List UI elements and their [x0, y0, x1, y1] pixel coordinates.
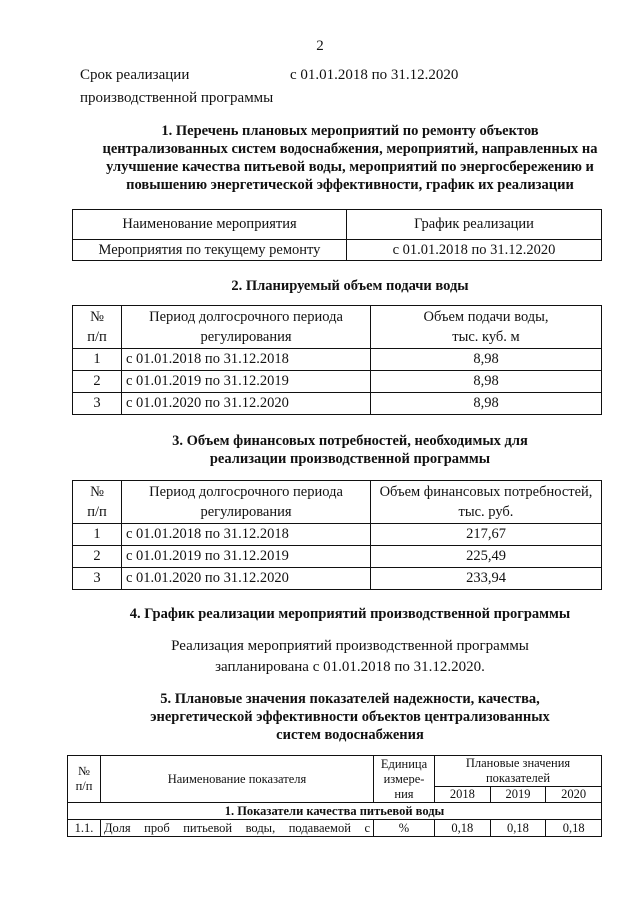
header-volume-line1: Объем подачи воды, — [423, 309, 549, 325]
section4-text-line2: запланирована с 01.01.2018 по 31.12.2020. — [215, 659, 485, 675]
subsection-row — [68, 803, 602, 820]
header-year-2018: 2018 — [435, 787, 491, 803]
indicators-table — [67, 755, 602, 837]
header-schedule: График реализации — [347, 210, 602, 240]
row-value-2019: 0,18 — [490, 820, 546, 837]
table-row — [68, 820, 602, 837]
header-unit-line1: Единица — [380, 756, 428, 771]
section3-title-line1: 3. Объем финансовых потребностей, необходимых для — [172, 433, 528, 449]
table-row — [73, 393, 602, 415]
row-value-2018: 0,18 — [435, 820, 491, 837]
header-indicator-name: Наименование показателя — [101, 756, 374, 803]
header-period-line1: Период долгосрочного периода — [149, 484, 343, 500]
table-header-row — [73, 481, 602, 524]
schedule-cell: с 01.01.2018 по 31.12.2020 — [347, 240, 602, 261]
section1-title-line1: 1. Перечень плановых мероприятий по ремонту объектов — [161, 123, 539, 139]
header-volume — [371, 306, 602, 349]
row-num: 1.1. — [68, 820, 101, 837]
header-financial-line2: тыс. руб. — [458, 504, 514, 520]
row-period: с 01.01.2019 по 31.12.2019 — [122, 371, 371, 393]
header-planned-line1: Плановые значения — [465, 756, 571, 770]
section5-title-line1: 5. Плановые значения показателей надежности, качества, — [160, 691, 540, 707]
row-volume: 8,98 — [371, 371, 602, 393]
term-value: с 01.01.2018 по 31.12.2020 — [290, 67, 459, 83]
table-row — [73, 524, 602, 546]
term-label-line2: производственной программы — [80, 90, 274, 106]
header-period — [122, 306, 371, 349]
header-unit-line2: измере- — [383, 771, 425, 786]
row-period: с 01.01.2020 по 31.12.2020 — [122, 393, 371, 415]
section5-title-line2: энергетической эффективности объектов централизованных — [150, 709, 550, 725]
header-unit — [374, 756, 435, 803]
subsection-title: 1. Показатели качества питьевой воды — [68, 803, 602, 820]
section1-title-line4: повышению энергетической эффективности, график их реализации — [126, 177, 574, 193]
row-unit: % — [374, 820, 435, 837]
header-measure-name: Наименование мероприятия — [73, 210, 347, 240]
term-label-line1: Срок реализации — [80, 67, 190, 83]
water-supply-table — [72, 305, 602, 415]
table-row — [73, 546, 602, 568]
table-header-row — [73, 210, 602, 240]
row-volume: 8,98 — [371, 393, 602, 415]
row-financial: 225,49 — [371, 546, 602, 568]
section4-text — [60, 636, 640, 678]
row-num: 3 — [73, 568, 122, 590]
section1-title — [60, 122, 640, 194]
header-num — [73, 481, 122, 524]
section3-title-line2: реализации производственной программы — [209, 451, 491, 467]
header-period-line2: регулирования — [200, 504, 292, 520]
header-financial-line1: Объем финансовых потребностей, — [379, 484, 593, 500]
section4-title: 4. График реализации мероприятий производственной программы — [129, 606, 571, 622]
header-num-line1: № — [90, 309, 104, 325]
row-financial: 233,94 — [371, 568, 602, 590]
header-planned-line2: показателей — [485, 771, 551, 785]
row-num: 2 — [73, 371, 122, 393]
measures-table — [72, 209, 602, 261]
header-num — [73, 306, 122, 349]
section5-title-line3: систем водоснабжения — [276, 727, 424, 743]
header-year-2019: 2019 — [490, 787, 546, 803]
row-num: 1 — [73, 349, 122, 371]
table-row — [73, 240, 602, 261]
section4-text-line1: Реализация мероприятий производственной программы — [171, 638, 529, 654]
header-unit-line3: ния — [394, 786, 414, 801]
row-period: с 01.01.2018 по 31.12.2018 — [122, 349, 371, 371]
financial-needs-table — [72, 480, 602, 590]
row-period: с 01.01.2018 по 31.12.2018 — [122, 524, 371, 546]
row-volume: 8,98 — [371, 349, 602, 371]
table-row — [73, 371, 602, 393]
row-financial: 217,67 — [371, 524, 602, 546]
header-num-line1: № — [90, 484, 104, 500]
header-num-line2: п/п — [87, 329, 107, 345]
row-indicator-name: Доля проб питьевой воды, подаваемой с — [101, 820, 374, 837]
row-num: 3 — [73, 393, 122, 415]
header-volume-line2: тыс. куб. м — [452, 329, 520, 345]
header-num-line2: п/п — [75, 779, 93, 793]
section5-title — [60, 690, 640, 744]
row-period: с 01.01.2019 по 31.12.2019 — [122, 546, 371, 568]
header-num-line1: № — [78, 764, 90, 778]
row-value-2020: 0,18 — [546, 820, 602, 837]
header-period-line2: регулирования — [200, 329, 292, 345]
table-header-row — [68, 756, 602, 787]
section1-title-line3: улучшение качества питьевой воды, мероприятий по энергосбережению и — [106, 159, 594, 175]
row-num: 1 — [73, 524, 122, 546]
header-num — [68, 756, 101, 803]
term-label — [80, 64, 273, 110]
row-period: с 01.01.2020 по 31.12.2020 — [122, 568, 371, 590]
header-financial — [371, 481, 602, 524]
header-year-2020: 2020 — [546, 787, 602, 803]
header-planned-values — [435, 756, 602, 787]
header-period — [122, 481, 371, 524]
measure-name-cell: Мероприятия по текущему ремонту — [73, 240, 347, 261]
header-period-line1: Период долгосрочного периода — [149, 309, 343, 325]
table-header-row — [73, 306, 602, 349]
row-num: 2 — [73, 546, 122, 568]
header-num-line2: п/п — [87, 504, 107, 520]
page-number: 2 — [316, 38, 324, 54]
section3-title — [60, 432, 640, 468]
table-row — [73, 349, 602, 371]
section2-title: 2. Планируемый объем подачи воды — [231, 278, 469, 294]
section1-title-line2: централизованных систем водоснабжения, мероприятий, направленных на — [102, 141, 598, 157]
table-row — [73, 568, 602, 590]
